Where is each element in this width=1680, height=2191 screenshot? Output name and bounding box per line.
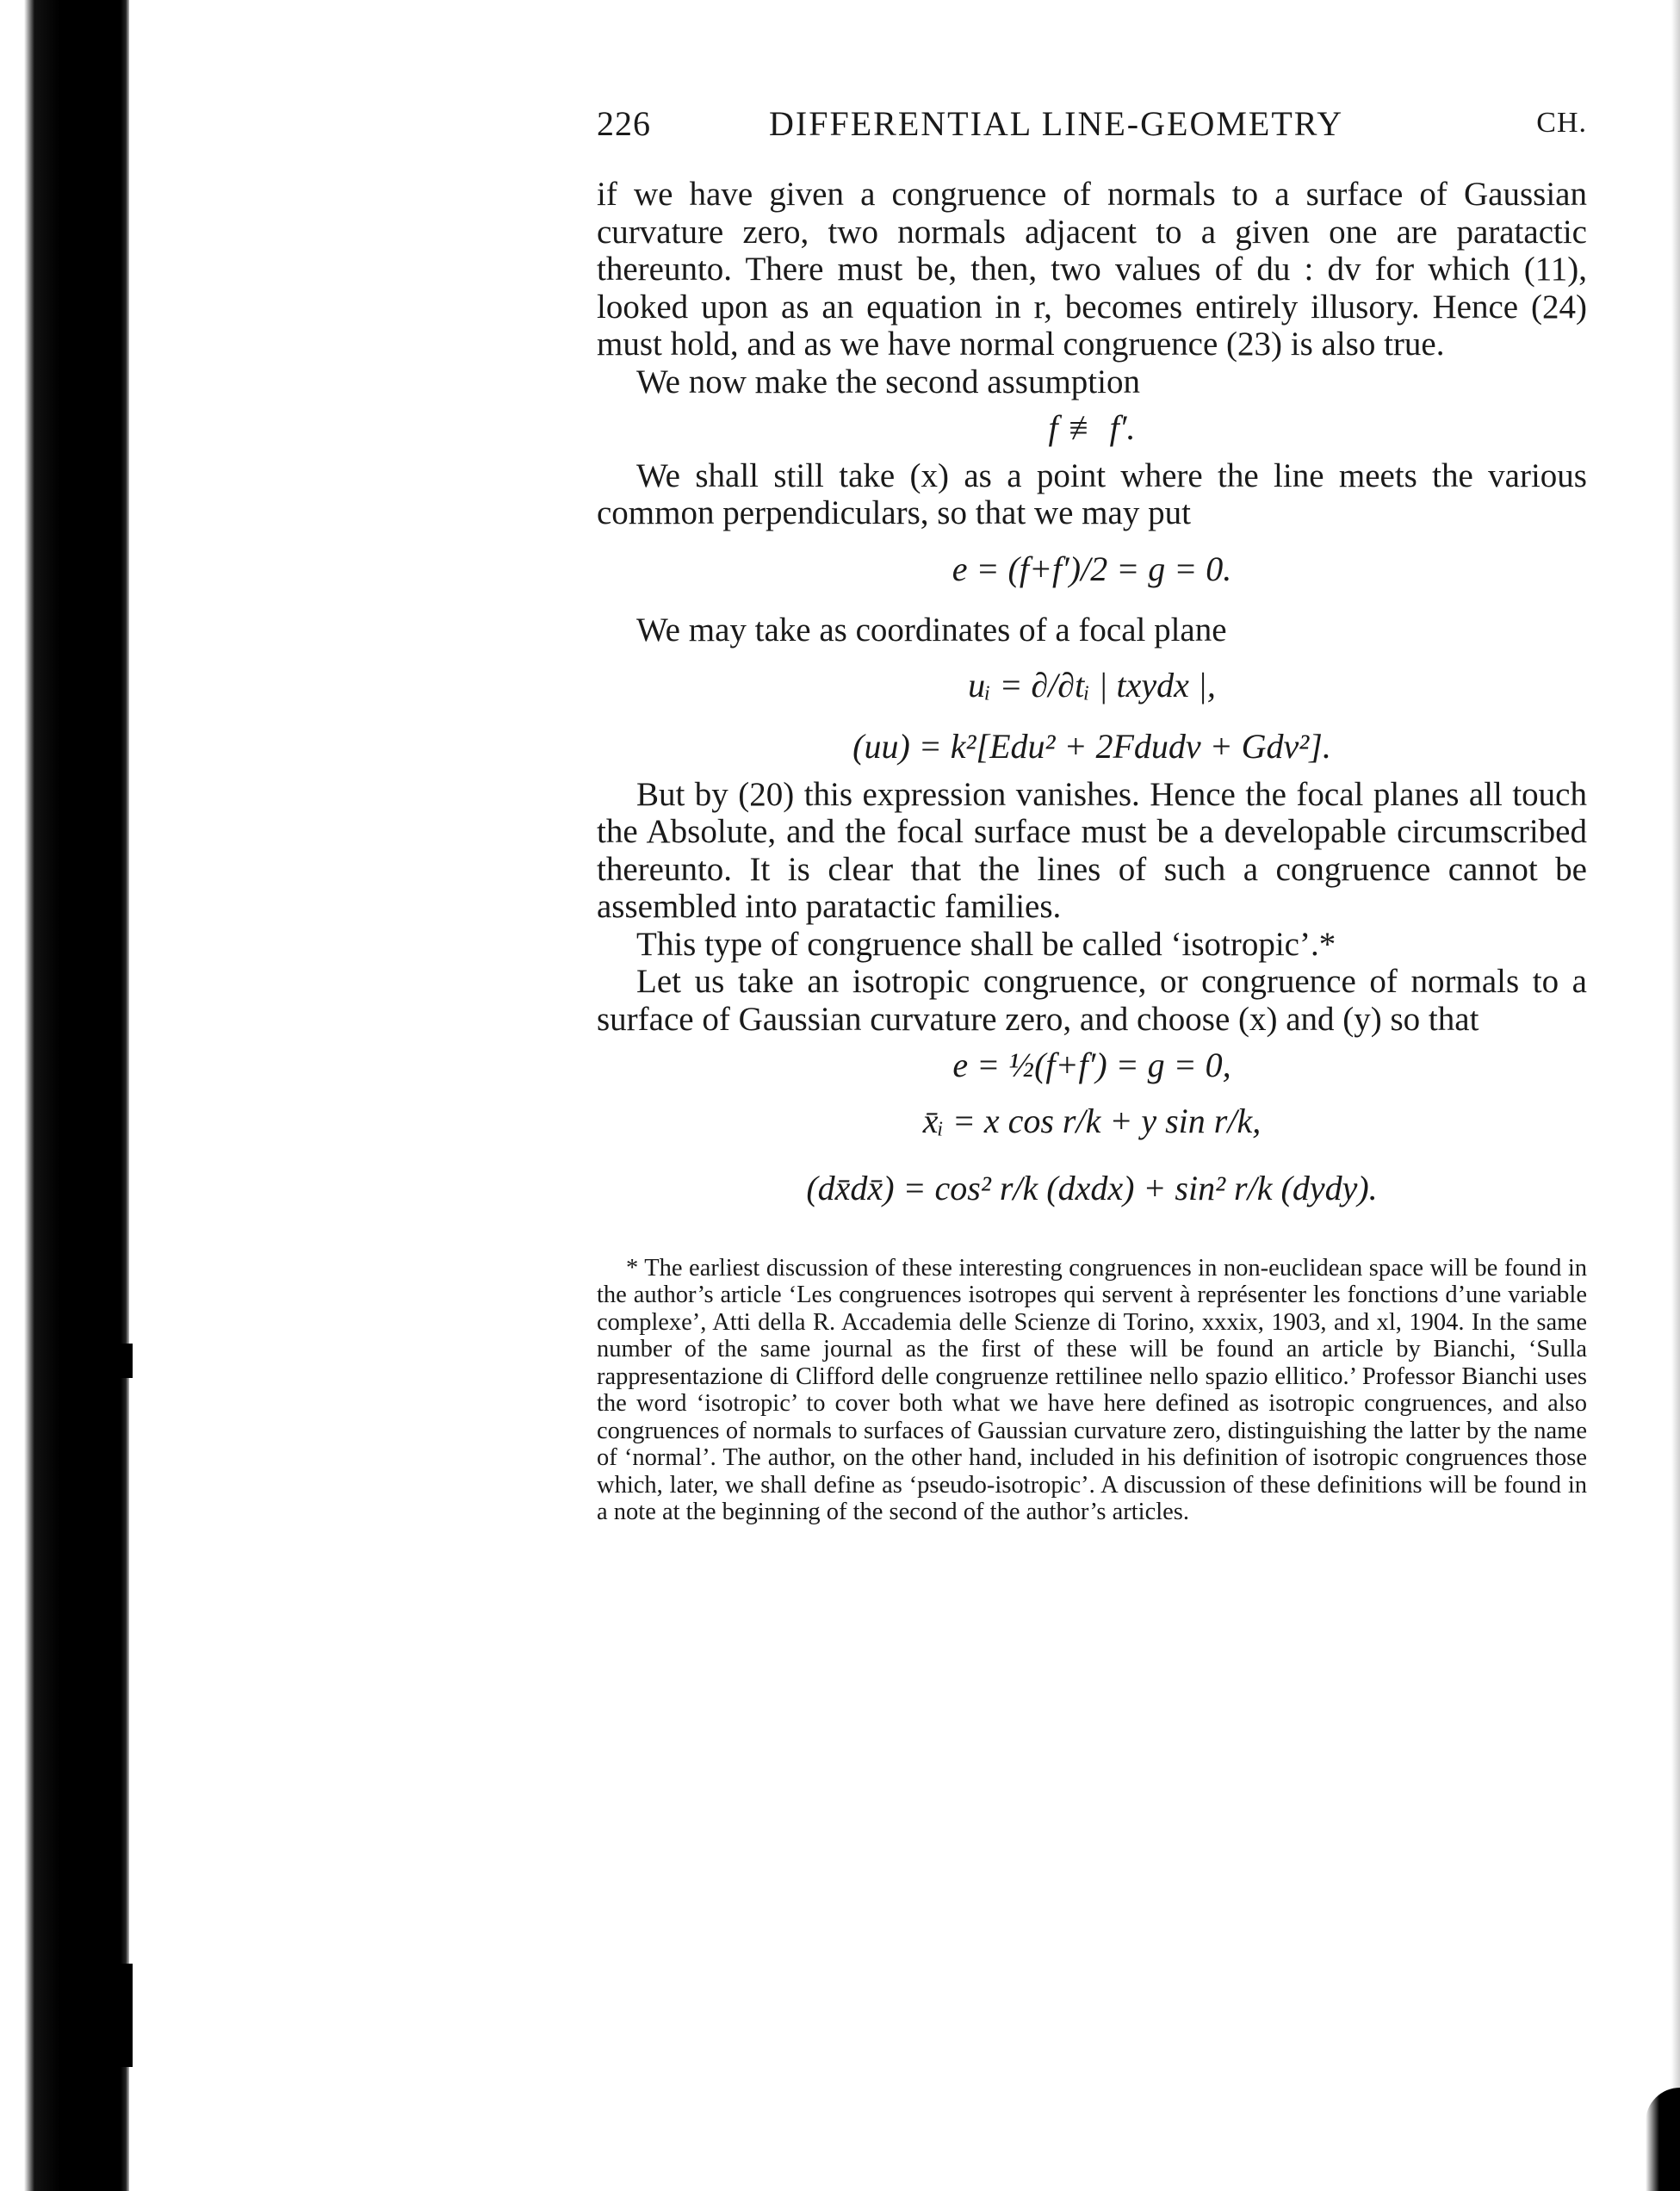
running-title: DIFFERENTIAL LINE-GEOMETRY (769, 104, 1344, 143)
page-number: 226 (597, 104, 651, 143)
paragraph: We shall still take (x) as a point where the line meets the various common perpendiculars, so that we may put (597, 456, 1587, 531)
equation-assumption: f ≢ f′. (1048, 408, 1136, 447)
equation-uu: (uu) = k²[Edu² + 2Fdudv + Gdv²]. (852, 727, 1331, 766)
body-text (597, 176, 1587, 1213)
footnote: * The earliest discussion of these interesting congruences in non-euclidean space will be found in the author’s article ‘Les congruences isotropes qui servent à représenter les fonctions d’une variable complexe’, Atti della R. Accademia delle Scienze di Torino, xxxix, 1903, and xl, 1904. In the same number of the same journal as the first of these will be found an article by Bianchi, ‘Sulla rappresentazione di Clifford delle congruenze rettilinee nello spazio ellitico.’ Professor Bianchi uses the word ‘isotropic’ to cover both what we have here defined as isotropic congruences, and also congruences of normals to surfaces of Gaussian curvature zero, distinguishing the latter by the name of ‘normal’. The author, on the other hand, included in his definition of isotropic congruences those which, later, we shall define as ‘pseudo-isotropic’. A discussion of these definitions will be found in a note at the beginning of the second of the author’s articles. (597, 1254, 1587, 1525)
book-page (597, 103, 1587, 1550)
paragraph: We may take as coordinates of a focal plane (636, 611, 1227, 649)
binding-shadow (0, 0, 129, 2191)
paragraph: This type of congruence shall be called ‘isotropic’.* (636, 925, 1336, 963)
scan-speck (121, 1344, 133, 1378)
equation-xbar: x̄ᵢ = x cos r/k + y sin r/k, (922, 1101, 1262, 1140)
equation-dxdx: (dx̄dx̄) = cos² r/k (dxdx) + sin² r/k (dydy). (806, 1168, 1378, 1207)
running-head (597, 103, 1587, 148)
scan-speck (121, 1964, 133, 2067)
paragraph: We now make the second assumption (636, 363, 1140, 400)
paragraph: if we have given a congruence of normals to a surface of Gaussian curvature zero, two normals adjacent to a given one are paratactic thereunto. There must be, then, two values of du : dv for which (11), looked upon as an equation in r, becomes entirely illusory. Hence (24) must hold, and as we have normal congruence (23) is also true. (597, 176, 1587, 363)
page-edge (1671, 0, 1680, 2191)
paragraph: But by (20) this expression vanishes. Hence the focal planes all touch the Absolute, and the focal surface must be a developable circumscribed thereunto. It is clear that the lines of such a congruence cannot be assembled into paratactic families. (597, 775, 1587, 925)
equation-eg: e = ½(f+f′) = g = 0, (952, 1046, 1231, 1084)
equation-focal-plane: uᵢ = ∂/∂tᵢ | txydx |, (968, 666, 1216, 704)
equation-midpoint: e = (f+f′)/2 = g = 0. (952, 549, 1232, 588)
page-corner-shadow (1646, 2088, 1680, 2191)
paragraph: Let us take an isotropic congruence, or congruence of normals to a surface of Gaussian curvature zero, and choose (x) and (y) so that (597, 963, 1587, 1038)
chapter-mark: CH. (1536, 107, 1587, 139)
